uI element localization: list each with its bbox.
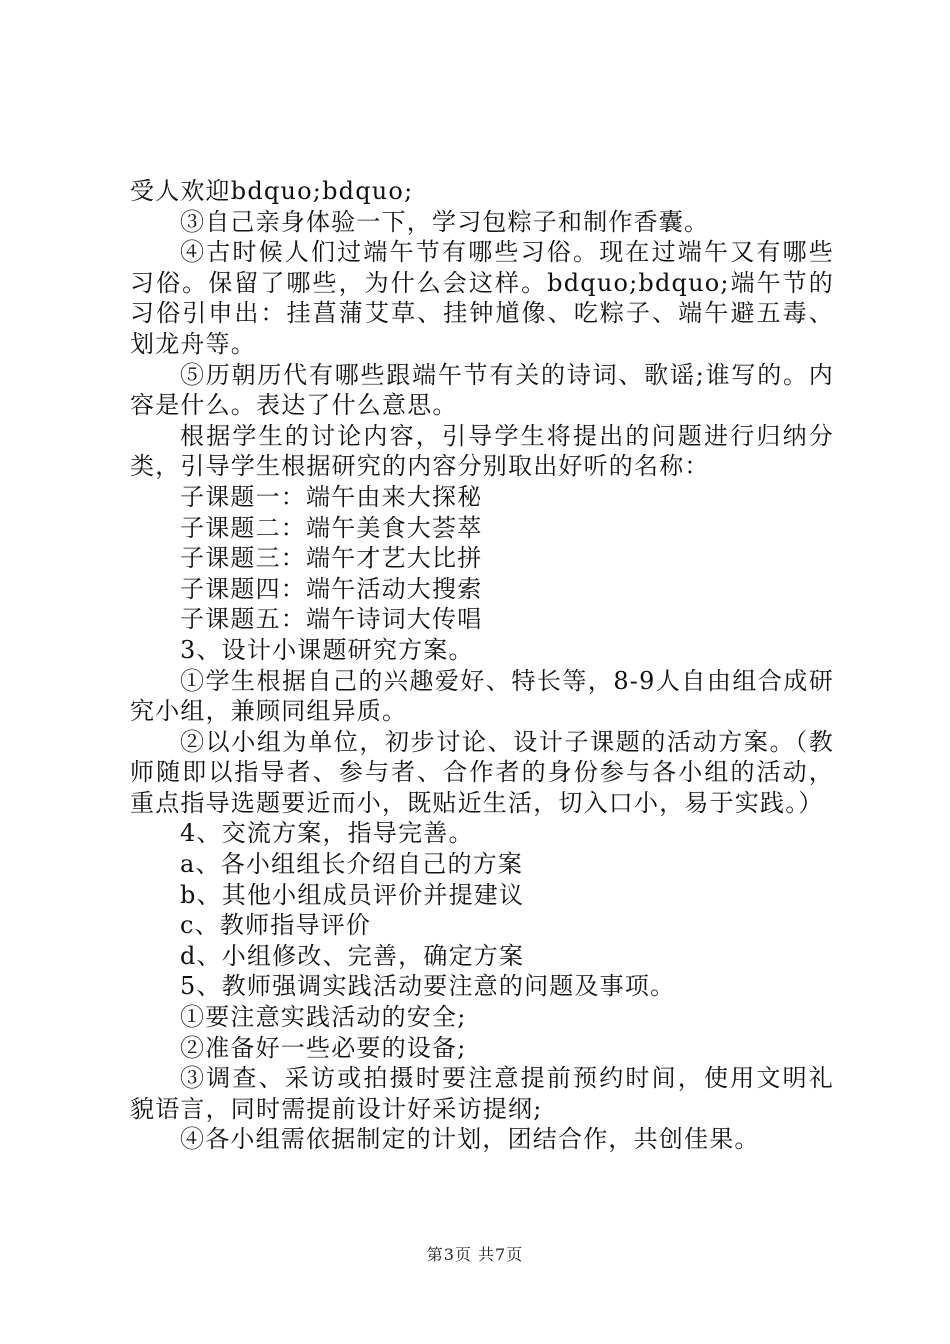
- list-item: c、教师指导评价: [180, 911, 372, 940]
- paragraph: ④古时候人们过端午节有哪些习俗。现在过端午又有哪些习俗。保留了哪些，为什么会这样。bdquo;bdquo;端午节的习俗引申出：挂菖蒲艾草、挂钟馗像、吃粽子、端午避五毒、划龙舟等。: [130, 238, 834, 358]
- list-item: b、其他小组成员评价并提建议: [180, 880, 525, 909]
- list-item: ④各小组需依据制定的计划，团结合作，共创佳果。: [180, 1125, 760, 1154]
- list-item: ②准备好一些必要的设备;: [180, 1033, 467, 1062]
- list-item: a、各小组组长介绍自己的方案: [180, 850, 524, 879]
- section-heading: 4、交流方案，指导完善。: [180, 819, 474, 848]
- paragraph: 受人欢迎bdquo;bdquo;: [130, 177, 414, 205]
- list-item: ③调查、采访或拍摄时要注意提前预约时间，使用文明礼貌语言，同时需提前设计好采访提纲;: [130, 1064, 834, 1123]
- subtopic-item: 子课题三：端午才艺大比拼: [180, 544, 483, 573]
- subtopic-item: 子课题五：端午诗词大传唱: [180, 605, 483, 634]
- section-heading: 3、设计小课题研究方案。: [180, 635, 474, 664]
- document-body: [130, 176, 834, 1155]
- paragraph: ①学生根据自己的兴趣爱好、特长等，8-9人自由组合成研究小组，兼顾同组异质。: [130, 666, 834, 726]
- subtopic-item: 子课题四：端午活动大搜索: [180, 574, 483, 603]
- page-number-footer: 第3页 共7页: [426, 1245, 524, 1264]
- section-heading: 5、教师强调实践活动要注意的问题及事项。: [180, 972, 676, 1001]
- paragraph: ②以小组为单位，初步讨论、设计子课题的活动方案。（教师随即以指导者、参与者、合作者的身份参与各小组的活动，重点指导选题要近而小，既贴近生活，切入口小，易于实践。）: [130, 727, 834, 817]
- list-item: ①要注意实践活动的安全;: [180, 1003, 467, 1032]
- subtopic-item: 子课题二：端午美食大荟萃: [180, 513, 483, 542]
- subtopic-item: 子课题一：端午由来大探秘: [180, 482, 483, 511]
- list-item: d、小组修改、完善，确定方案: [180, 941, 525, 970]
- paragraph: ③自己亲身体验一下，学习包粽子和制作香囊。: [180, 207, 710, 236]
- paragraph: 根据学生的讨论内容，引导学生将提出的问题进行归纳分类，引导学生根据研究的内容分别取出好听的名称：: [130, 421, 834, 481]
- paragraph: ⑤历朝历代有哪些跟端午节有关的诗词、歌谣;谁写的。内容是什么。表达了什么意思。: [130, 360, 834, 420]
